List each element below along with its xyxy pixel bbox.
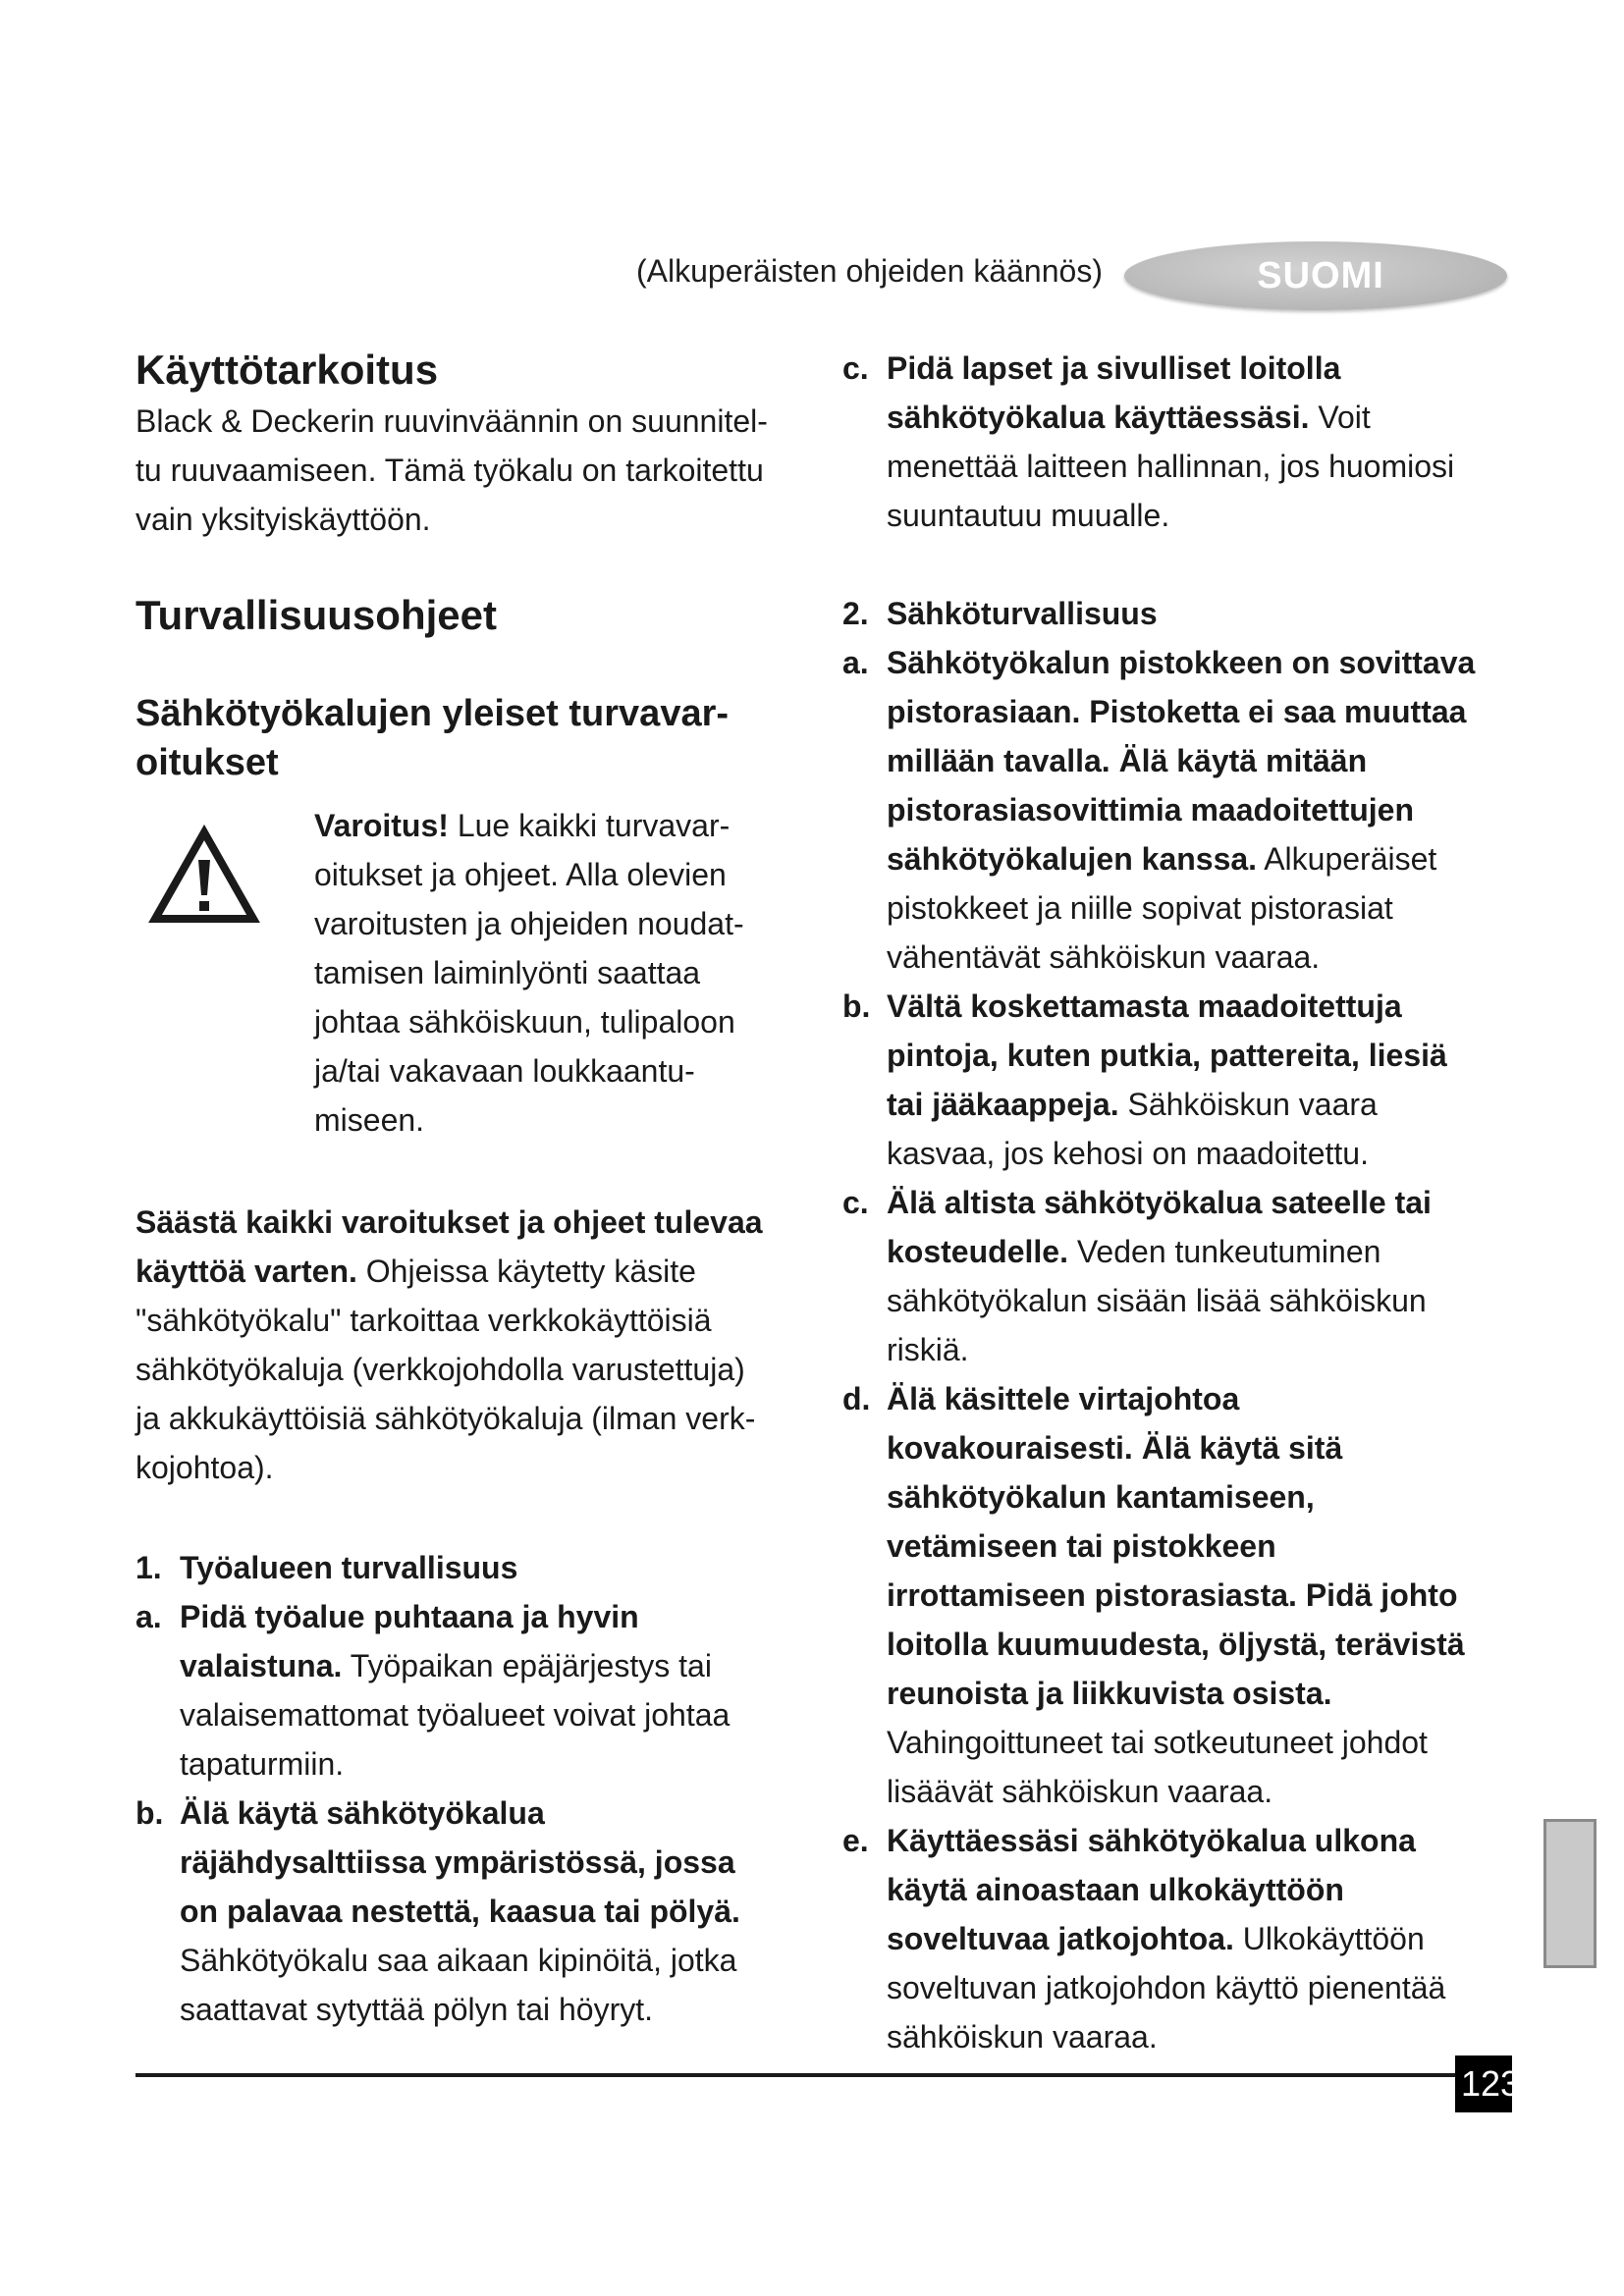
list-item: a. Sähkötyökalun pistokkeen on sovittava pistorasiaan. Pistoketta ei saa muuttaa millään tavalla. Älä käytä mitään pistorasiasovittimia maadoitettujen sähkötyökalujen kanssa. Alkuperäiset pistokkeet ja niille sopivat pistorasiat vähentävät sähköiskun vaaraa. <box>842 645 1476 975</box>
warning-block <box>135 801 793 1145</box>
section-side-tab <box>1543 1819 1597 1968</box>
left-column <box>135 344 793 2034</box>
page-number: 123 <box>1455 2056 1512 2112</box>
list-item: c. Älä altista sähkötyökalua sateelle tai kosteudelle. Veden tunkeutuminen sähkötyökalun sisään lisää sähköiskun riskiä. <box>842 1185 1432 1367</box>
list-item: c. Pidä lapset ja sivulliset loitolla sähkötyökalua käyttäessäsi. Voit menettää laitteen hallinnan, jos huomiosi suuntautuu muualle. <box>842 350 1455 533</box>
section-heading-work-area: 1. Työalueen turvallisuus <box>135 1550 518 1585</box>
warning-text: Varoitus! Lue kaikki turvavar- oitukset ja ohjeet. Alla olevien varoitusten ja ohjeiden noudat- tamisen laiminlyönti saattaa johtaa sähköiskuun, tulipaloon ja/tai vakavaan loukkaantu- miseen. <box>314 808 744 1138</box>
warning-triangle-svg <box>149 827 259 925</box>
footer-divider <box>135 2073 1461 2077</box>
section-heading-electrical-safety: 2. Sähköturvallisuus <box>842 596 1158 631</box>
heading-general-warnings: Sähkötyökalujen yleiset turvavar- oitukset <box>135 693 730 783</box>
warning-triangle-icon <box>135 801 306 1145</box>
intended-use-paragraph: Black & Deckerin ruuvinväännin on suunnitel- tu ruuvaamiseen. Tämä työkalu on tarkoitettu vain yksityiskäyttöön. <box>135 403 768 537</box>
save-instructions-paragraph: Säästä kaikki varoitukset ja ohjeet tulevaa käyttöä varten. Ohjeissa käytetty käsite "sähkötyökalu" tarkoittaa verkkokäyttöisiä sähkötyökaluja (verkkojohdolla varustettuja) ja akkukäyttöisiä sähkötyökaluja (ilman verk- kojohtoa). <box>135 1204 763 1485</box>
list-item: b. Älä käytä sähkötyökalua räjähdysalttiissa ympäristössä, jossa on palavaa nestettä, kaasua tai pölyä. Sähkötyökalu saa aikaan kipinöitä, jotka saattavat sytyttää pölyn tai höyryt. <box>135 1795 740 2027</box>
language-label: SUOMI <box>1257 254 1384 296</box>
warning-label: Varoitus! <box>314 808 449 843</box>
list-item: b. Vältä koskettamasta maadoitettuja pintoja, kuten putkia, pattereita, liesiä tai jääkaappeja. Sähköiskun vaara kasvaa, jos kehosi on maadoitettu. <box>842 988 1447 1171</box>
heading-safety-instructions: Turvallisuusohjeet <box>135 592 497 638</box>
list-item: a. Pidä työalue puhtaana ja hyvin valaistuna. Työpaikan epäjärjestys tai valaisemattomat työalueet voivat johtaa tapaturmiin. <box>135 1599 731 1782</box>
heading-intended-use: Käyttötarkoitus <box>135 347 439 393</box>
right-column <box>842 344 1515 2061</box>
language-tab <box>1124 241 1507 310</box>
list-item: d. Älä käsittele virtajohtoa kovakouraisesti. Älä käytä sitä sähkötyökalun kantamiseen, vetämiseen tai pistokkeen irrottamiseen pistorasiasta. Pidä johto loitolla kuumuudesta, öljystä, terävistä reunoista ja liikkuvista osista. Vahingoittuneet tai sotkeutuneet johdot lisäävät sähköiskun vaaraa. <box>842 1381 1465 1809</box>
document-subtitle: (Alkuperäisten ohjeiden käännös) <box>636 253 1103 289</box>
list-item: e. Käyttäessäsi sähkötyökalua ulkona käytä ainoastaan ulkokäyttöön soveltuvaa jatkojohtoa. Ulkokäyttöön soveltuvan jatkojohdon käyttö pienentää sähköiskun vaaraa. <box>842 1823 1446 2055</box>
